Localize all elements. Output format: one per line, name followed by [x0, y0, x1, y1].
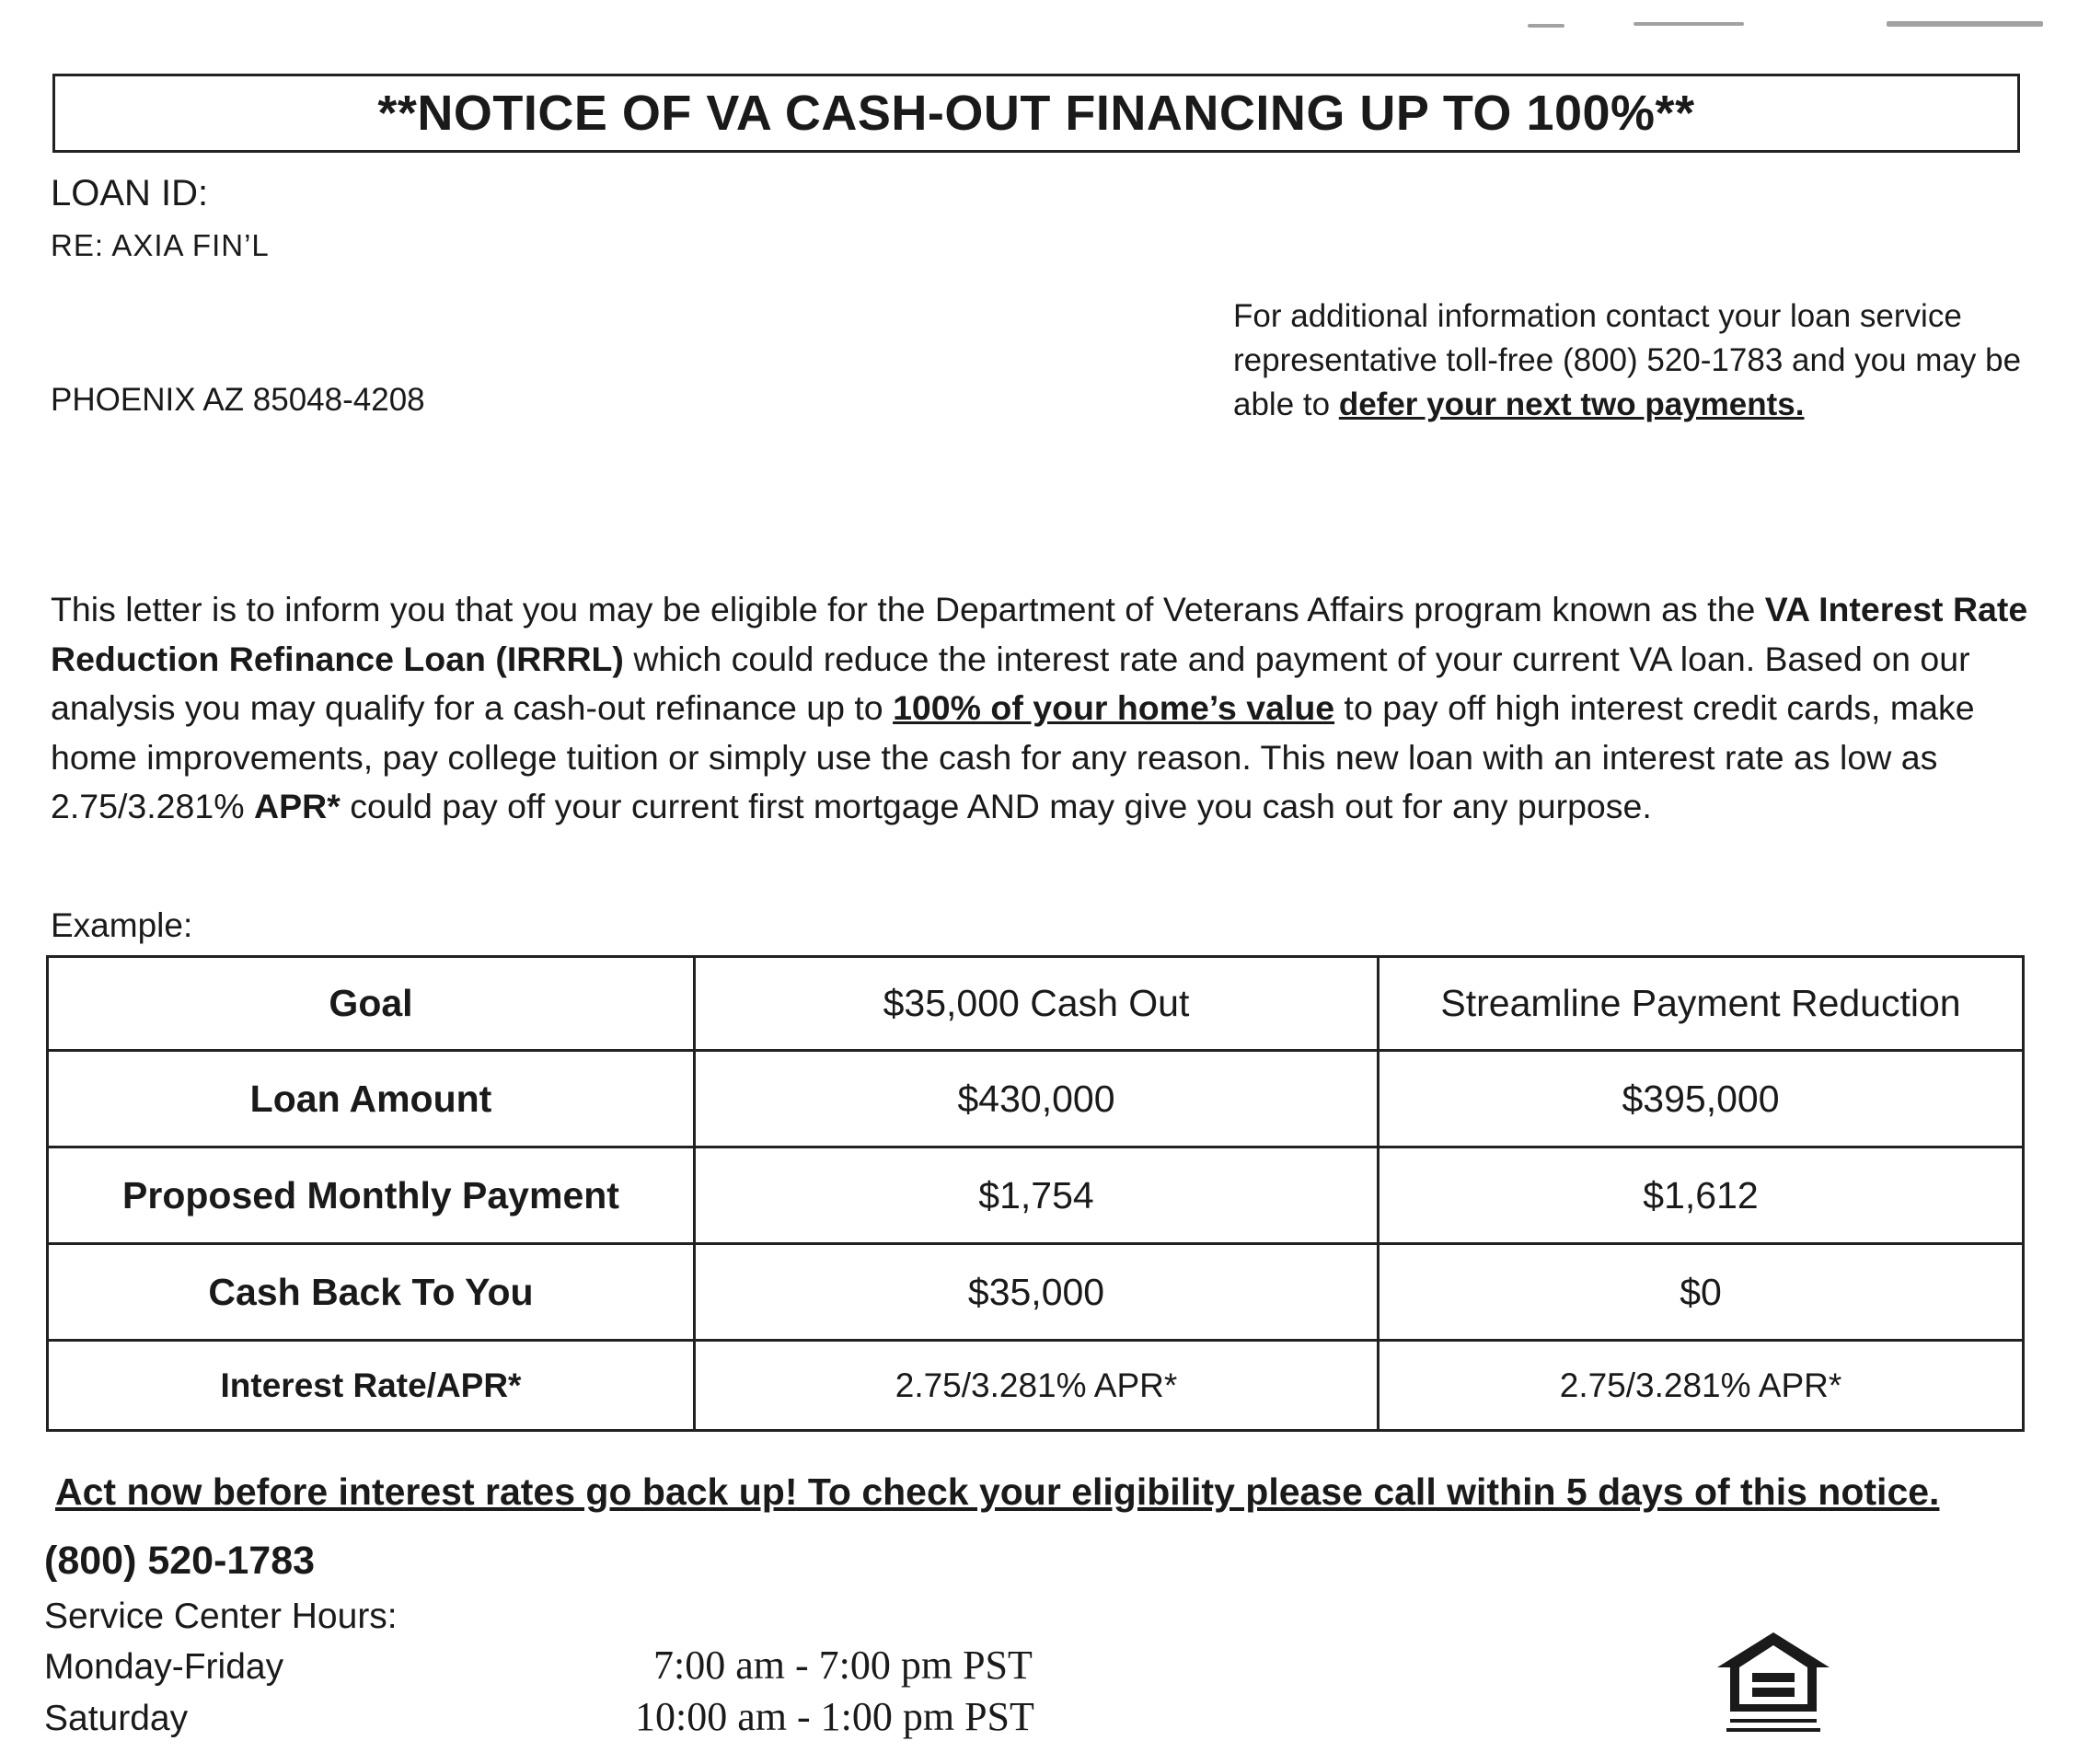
row-label: Proposed Monthly Payment — [48, 1147, 695, 1244]
table-row — [48, 1147, 2024, 1244]
cell-value: $1,754 — [695, 1147, 1379, 1244]
hours-time-saturday: 10:00 am - 1:00 pm PST — [635, 1694, 1034, 1739]
header-goal: Goal — [48, 957, 695, 1051]
scan-mark — [1528, 24, 1564, 28]
cell-value: $1,612 — [1379, 1147, 2024, 1244]
header-streamline: Streamline Payment Reduction — [1379, 957, 2024, 1051]
table-row — [48, 1051, 2024, 1147]
body-paragraph — [51, 585, 2029, 832]
row-label: Interest Rate/APR* — [48, 1341, 695, 1431]
body-text-4: could pay off your current first mortgage AND may give you cash out for any purpose. — [340, 787, 1652, 825]
call-to-action: Act now before interest rates go back up! To check your eligibility please call within 5 days of this notice. — [55, 1470, 1940, 1513]
re-line: RE: AXIA FIN’L — [51, 228, 270, 262]
table-row — [48, 1341, 2024, 1431]
recipient-address: PHOENIX AZ 85048-4208 — [51, 382, 425, 418]
body-text-3: to pay off high interest credit cards, make home improvements, pay college tuition or simply use the cash for any reason. This new loan with an interest rate as low as 2.75/3.281% — [51, 688, 1975, 825]
apr-emphasis: APR* — [254, 787, 341, 825]
table-header-row — [48, 957, 2024, 1051]
equal-housing-icon — [1714, 1627, 1833, 1737]
notice-title: **NOTICE OF VA CASH-OUT FINANCING UP TO 100%** — [52, 74, 2020, 153]
table-row — [48, 1244, 2024, 1341]
scan-mark — [1887, 21, 2043, 27]
scan-mark — [1634, 22, 1744, 26]
cell-value: $395,000 — [1379, 1051, 2024, 1147]
defer-payments-emphasis: defer your next two payments. — [1338, 386, 1805, 422]
hours-day-saturday: Saturday — [44, 1699, 189, 1738]
cell-value: 2.75/3.281% APR* — [1379, 1341, 2024, 1431]
header-cash-out: $35,000 Cash Out — [695, 957, 1379, 1051]
body-text-1: This letter is to inform you that you may be eligible for the Department of Veterans Affairs program known as the — [51, 590, 1765, 628]
hours-day-weekday: Monday-Friday — [44, 1647, 284, 1687]
contact-info — [1233, 294, 2043, 427]
program-name: VA Interest Rate Reduction Refinance Loan (IRRRL) — [51, 590, 2028, 678]
phone-number: (800) 520-1783 — [44, 1539, 316, 1583]
example-table — [46, 955, 2025, 1432]
row-label: Cash Back To You — [48, 1244, 695, 1341]
cell-value: $0 — [1379, 1244, 2024, 1341]
row-label: Loan Amount — [48, 1051, 695, 1147]
example-label: Example: — [51, 906, 193, 944]
hours-time-weekday: 7:00 am - 7:00 pm PST — [653, 1643, 1033, 1688]
body-text-2: which could reduce the interest rate and payment of your current VA loan. Based on our analysis you may qualify for a cash-out refinance up to — [51, 639, 1970, 727]
hours-label: Service Center Hours: — [44, 1597, 398, 1636]
equal-housing-logo — [1714, 1627, 1833, 1737]
contact-text: For additional information contact your loan service representative toll-free (800) 520-1783 and you may be able to — [1233, 298, 2022, 422]
cell-value: $35,000 — [695, 1244, 1379, 1341]
cell-value: $430,000 — [695, 1051, 1379, 1147]
home-value-emphasis: 100% of your home’s value — [893, 688, 1335, 727]
cell-value: 2.75/3.281% APR* — [695, 1341, 1379, 1431]
loan-id-label: LOAN ID: — [51, 173, 209, 213]
